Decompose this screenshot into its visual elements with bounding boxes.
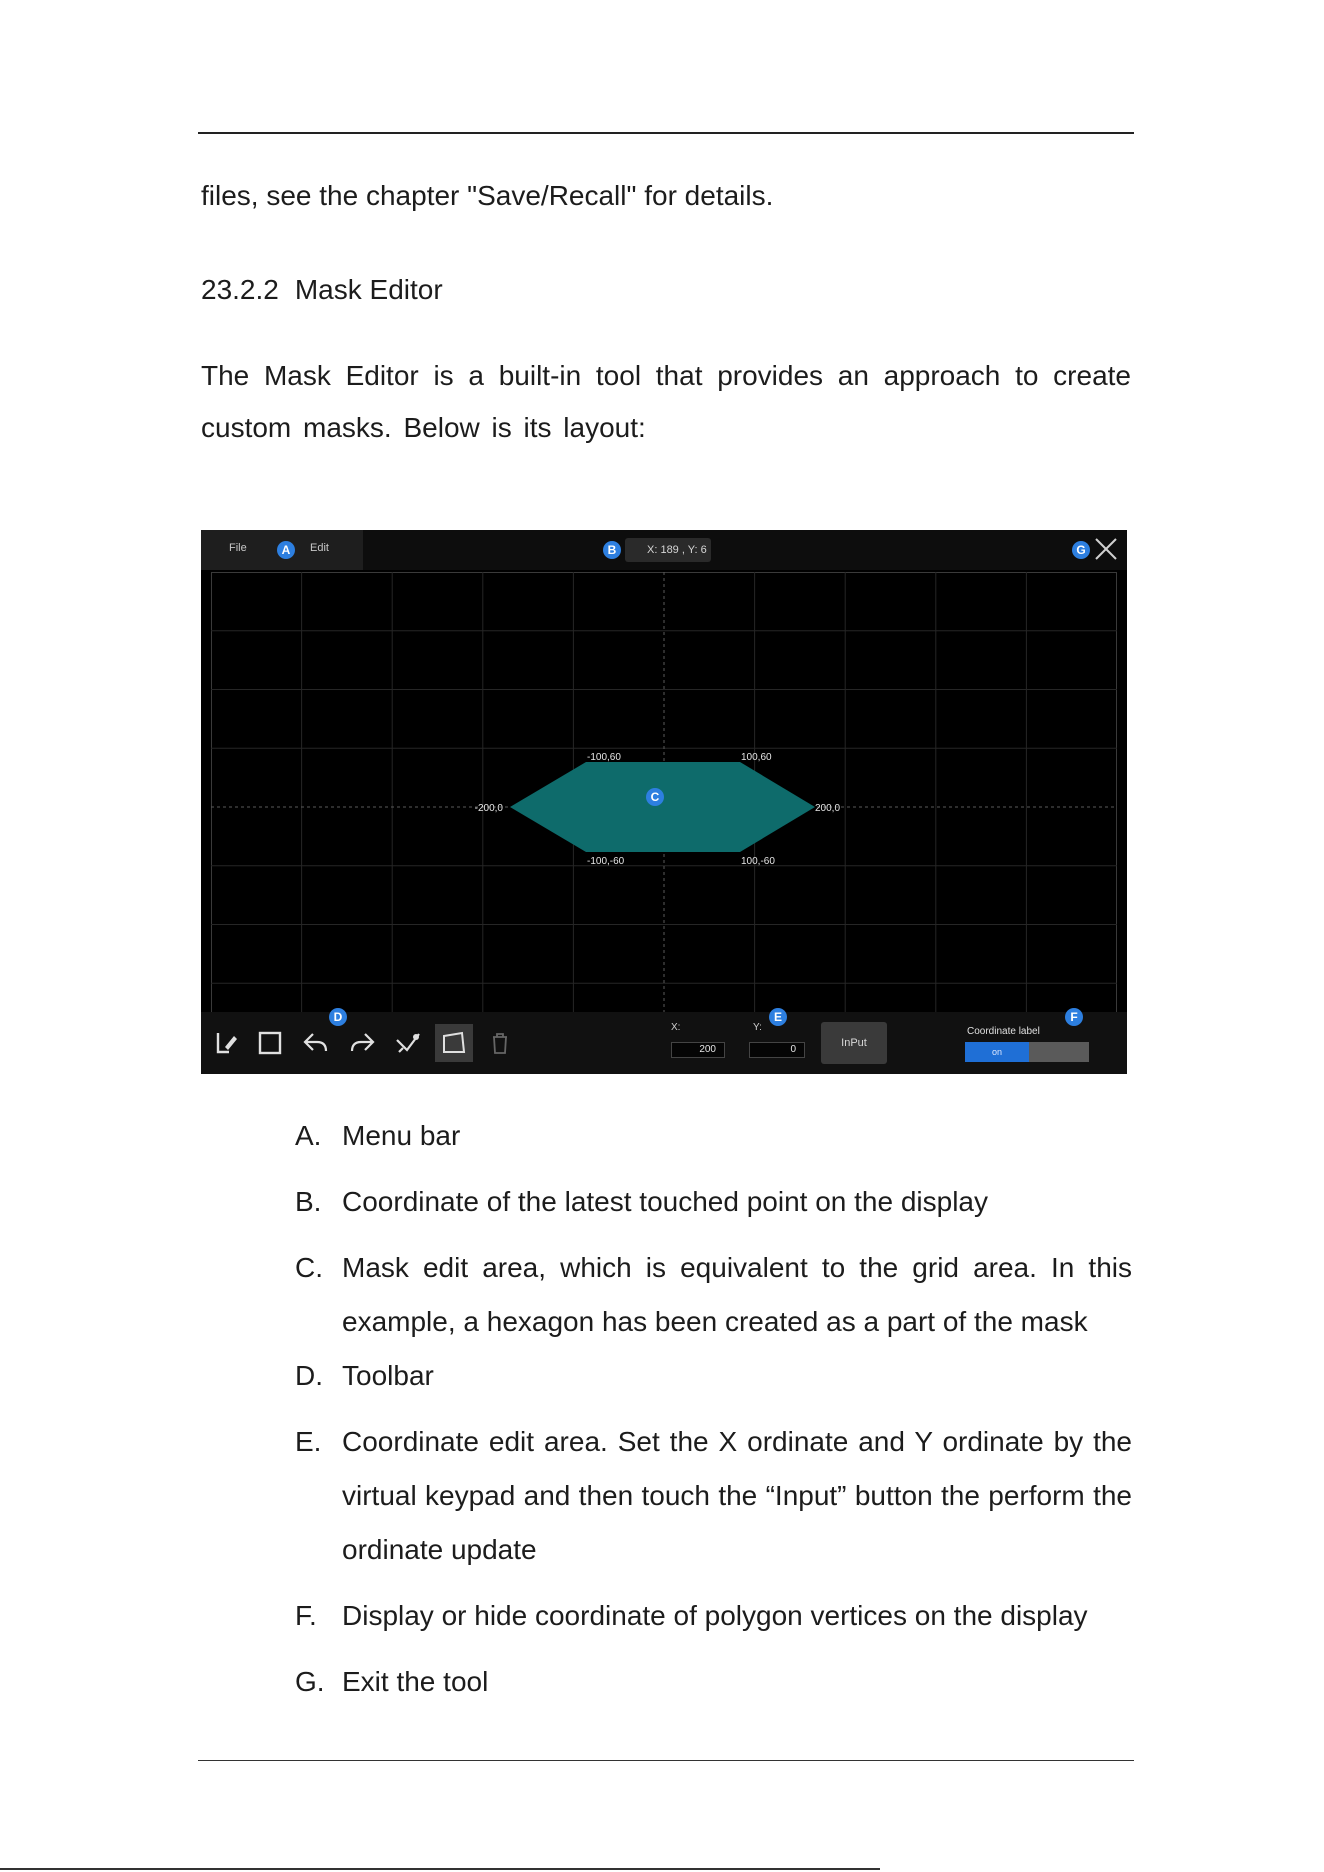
list-item-letter: C.	[295, 1252, 323, 1283]
marker-b: B	[603, 541, 621, 559]
footer-rule	[198, 1760, 1134, 1761]
list-item-text: Display or hide coordinate of polygon vertices on the display	[342, 1600, 1088, 1631]
intro-paragraph: files, see the chapter "Save/Recall" for details.	[201, 180, 774, 211]
vertex-label-right: 200,0	[815, 803, 841, 814]
mask-edit-area[interactable]	[211, 572, 1117, 1042]
vertex-label-bottom-left: -100,-60	[587, 856, 625, 867]
pen-icon[interactable]	[207, 1024, 245, 1062]
x-field-label: X:	[671, 1022, 681, 1033]
input-button[interactable]: InPut	[821, 1022, 887, 1064]
close-icon[interactable]	[1091, 534, 1121, 564]
mask-editor-screenshot	[201, 530, 1127, 1074]
marker-d: D	[329, 1008, 347, 1026]
coordinate-label-toggle[interactable]	[965, 1042, 1089, 1062]
list-item-letter: B.	[295, 1186, 322, 1217]
toolbar	[201, 1012, 1127, 1074]
menu-edit[interactable]: Edit	[310, 542, 329, 554]
touch-coordinate-readout: X: 189 , Y: 6	[625, 538, 711, 562]
list-item-letter: E.	[295, 1426, 322, 1457]
list-item-text: Toolbar	[342, 1360, 434, 1391]
list-item-letter: G.	[295, 1666, 325, 1697]
x-ordinate-field[interactable]: 200	[671, 1042, 725, 1058]
polygon-icon[interactable]	[435, 1024, 473, 1062]
menu-file[interactable]: File	[229, 542, 247, 554]
marker-e: E	[769, 1008, 787, 1026]
list-item-letter: F.	[295, 1600, 317, 1631]
list-item-letter: D.	[295, 1360, 323, 1391]
y-ordinate-field[interactable]: 0	[749, 1042, 805, 1058]
list-item-text: Menu bar	[342, 1120, 461, 1151]
coordinate-label-toggle-on: on	[965, 1042, 1029, 1062]
menu-bar	[201, 530, 1127, 570]
list-item-letter: A.	[295, 1120, 322, 1151]
list-item-text: Coordinate of the latest touched point on the display	[342, 1186, 988, 1217]
y-field-label: Y:	[753, 1022, 762, 1033]
marker-a: A	[277, 541, 295, 559]
section-heading	[201, 274, 443, 306]
list-item-text: Mask edit area, which is equivalent to the grid area. In this example, a hexagon has been created as a part of the mask	[342, 1252, 1132, 1337]
page-edge-rule	[0, 1868, 880, 1870]
marker-g: G	[1072, 541, 1090, 559]
rectangle-icon[interactable]	[251, 1024, 289, 1062]
vertex-label-top-left: -100,60	[587, 752, 621, 763]
vertex-label-bottom-right: 100,-60	[741, 856, 775, 867]
coordinate-label-title: Coordinate label	[967, 1026, 1040, 1037]
marker-c: C	[646, 788, 664, 806]
vertex-label-top-right: 100,60	[741, 752, 772, 763]
undo-icon[interactable]	[297, 1024, 335, 1062]
header-rule	[198, 132, 1134, 134]
list-item-text: Coordinate edit area. Set the X ordinate and Y ordinate by the virtual keypad and then touch the “Input” button the perform the ordinate update	[342, 1426, 1132, 1565]
redo-icon[interactable]	[343, 1024, 381, 1062]
list-item-text: Exit the tool	[342, 1666, 489, 1697]
marker-f: F	[1065, 1008, 1083, 1026]
description-paragraph: The Mask Editor is a built-in tool that provides an approach to create custom masks. Below is its layout:	[201, 360, 1131, 443]
trash-icon[interactable]	[481, 1024, 519, 1062]
section-title: Mask Editor	[294, 274, 443, 305]
section-number: 23.2.2	[201, 274, 279, 305]
vertex-edit-icon[interactable]	[389, 1024, 427, 1062]
vertex-label-left: -200,0	[474, 803, 503, 814]
